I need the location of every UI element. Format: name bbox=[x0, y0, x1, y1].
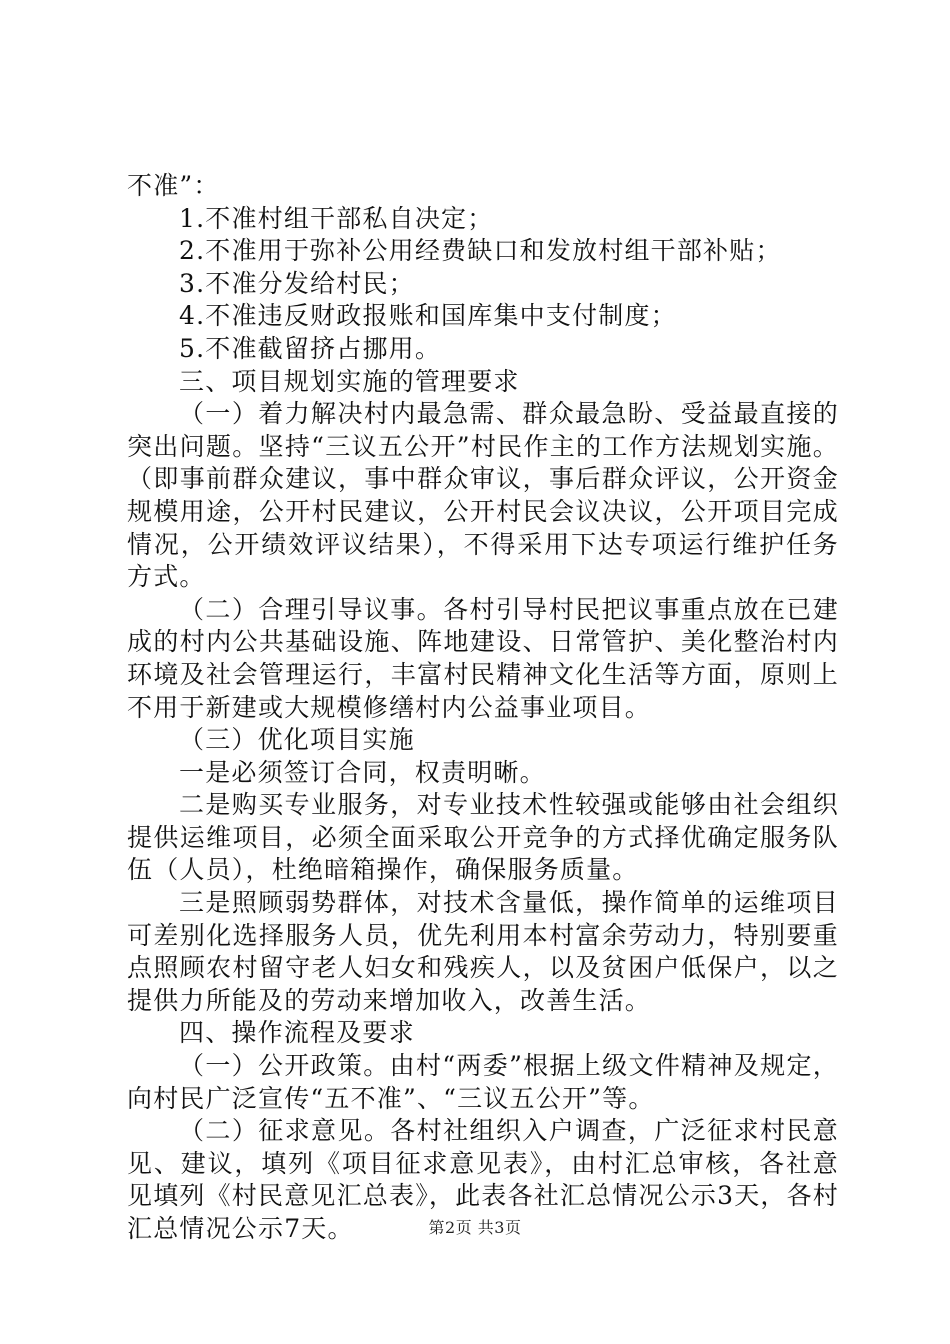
paragraph-continuation: 不准”： bbox=[127, 171, 220, 200]
paragraph-3-1: （一）着力解决村内最急需、群众最急盼、受益最直接的突出问题。坚持“三议五公开”村民作主的工作方法规划实施。（即事前群众建议，事中群众审议，事后群众评议，公开资金规模用途，公开村民建议，公开村民会议决议，公开项目完成情况，公开绩效评议结果），不得采用下达专项运行维护任务方式。 bbox=[127, 399, 839, 592]
page-number: 第2页 共3页 bbox=[428, 1218, 522, 1237]
paragraph-4-1: （一）公开政策。由村“两委”根据上级文件精神及规定，向村民广泛宣传“五不准”、“三议五公开”等。 bbox=[127, 1051, 839, 1113]
page-footer bbox=[0, 1215, 950, 1238]
paragraph-point-1: 一是必须签订合同，权责明晰。 bbox=[179, 757, 546, 787]
list-item-1: 1.不准村组干部私自决定； bbox=[179, 203, 494, 233]
list-item-5: 5.不准截留挤占挪用。 bbox=[179, 333, 442, 363]
subheading-3-3: （三）优化项目实施 bbox=[179, 725, 415, 755]
paragraph-4-2: （二）征求意见。各村社组织入户调查，广泛征求村民意见、建议，填列《项目征求意见表》，由村汇总审核，各社意见填列《村民意见汇总表》，此表各社汇总情况公示3天，各村汇总情况公示7天。 bbox=[127, 1116, 840, 1243]
section-heading-4: 四、操作流程及要求 bbox=[179, 1018, 415, 1048]
document-body bbox=[127, 170, 839, 1246]
paragraph-3-2: （二）合理引导议事。各村引导村民把议事重点放在已建成的村内公共基础设施、阵地建设、日常管护、美化整治村内环境及社会管理运行，丰富村民精神文化生活等方面，原则上不用于新建或大规模修缮村内公益事业项目。 bbox=[127, 594, 839, 722]
list-item-4: 4.不准违反财政报账和国库集中支付制度； bbox=[179, 301, 677, 331]
list-item-2: 2.不准用于弥补公用经费缺口和发放村组干部补贴； bbox=[179, 236, 782, 266]
section-heading-3: 三、项目规划实施的管理要求 bbox=[179, 366, 520, 396]
list-item-3: 3.不准分发给村民； bbox=[179, 268, 415, 298]
paragraph-point-2: 二是购买专业服务，对专业技术性较强或能够由社会组织提供运维项目，必须全面采取公开竞争的方式择优确定服务队伍（人员），杜绝暗箱操作，确保服务质量。 bbox=[127, 790, 839, 885]
paragraph-point-3: 三是照顾弱势群体，对技术含量低，操作简单的运维项目可差别化选择服务人员，优先利用本村富余劳动力，特别要重点照顾农村留守老人妇女和残疾人，以及贫困户低保户，以之提供力所能及的劳动来增加收入，改善生活。 bbox=[127, 888, 839, 1015]
